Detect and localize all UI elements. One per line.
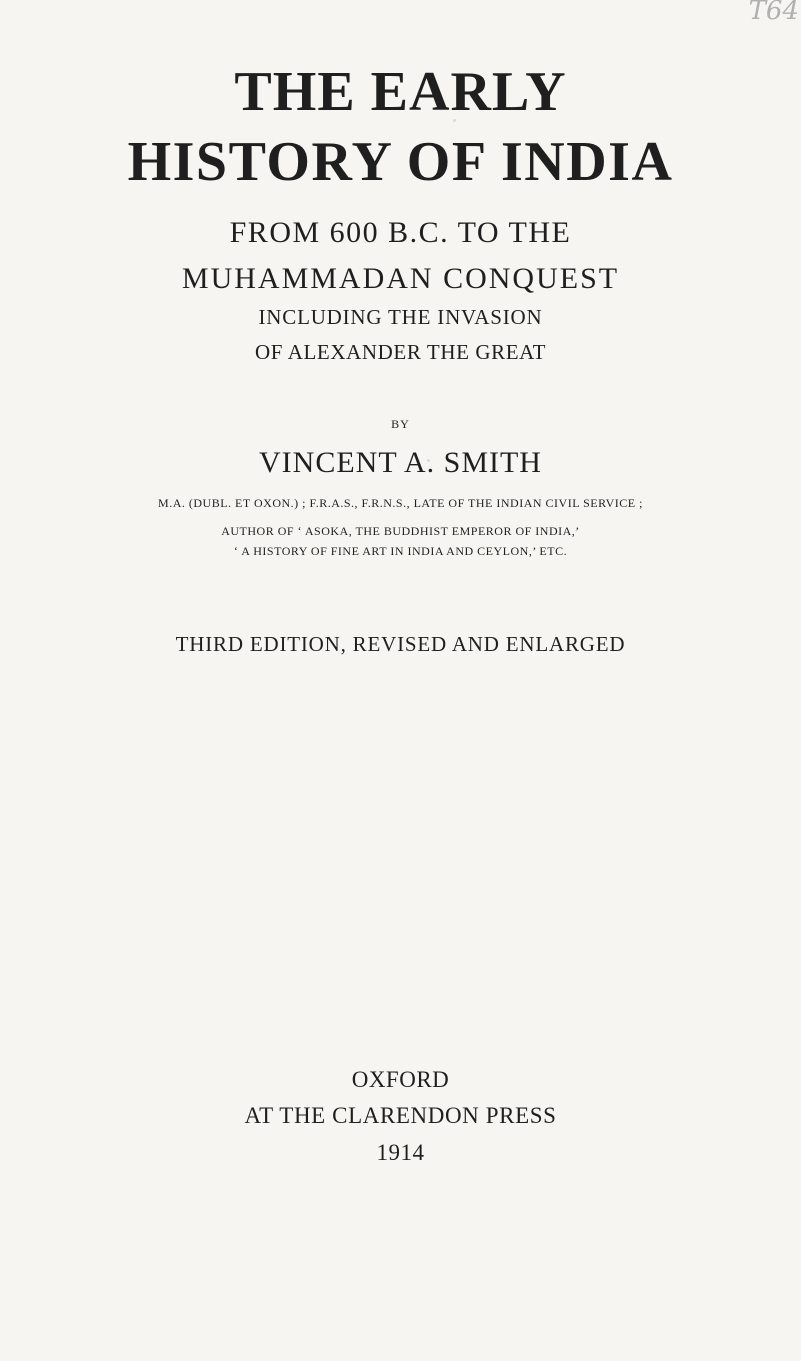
- by-label: BY: [391, 417, 410, 431]
- imprint-place: OXFORD: [351, 1067, 450, 1092]
- title-line-2: HISTORY OF INDIA: [127, 131, 674, 193]
- author-name: VINCENT A. SMITH: [259, 446, 542, 479]
- title-line-1: THE EARLY: [234, 61, 567, 123]
- subtitle-line-4: OF ALEXANDER THE GREAT: [254, 340, 547, 364]
- author-credentials-line-3: ‘ A HISTORY OF FINE ART IN INDIA AND CEYLON,’ ETC.: [233, 544, 568, 558]
- author-credentials-line-1: M.A. (DUBL. ET OXON.) ; F.R.A.S., F.R.N.S., LATE OF THE INDIAN CIVIL SERVICE ;: [158, 496, 643, 510]
- imprint-year: 1914: [376, 1140, 425, 1165]
- imprint-publisher: AT THE CLARENDON PRESS: [244, 1103, 557, 1128]
- author-credentials-line-2: AUTHOR OF ‘ ASOKA, THE BUDDHIST EMPEROR OF INDIA,’: [221, 524, 580, 538]
- subtitle-line-2: MUHAMMADAN CONQUEST: [181, 262, 620, 295]
- handwritten-shelf-mark: T64: [748, 0, 799, 26]
- edition-statement: THIRD EDITION, REVISED AND ENLARGED: [175, 632, 626, 656]
- subtitle-line-3: INCLUDING THE INVASION: [258, 305, 543, 329]
- subtitle-line-1: FROM 600 B.C. TO THE: [229, 216, 572, 249]
